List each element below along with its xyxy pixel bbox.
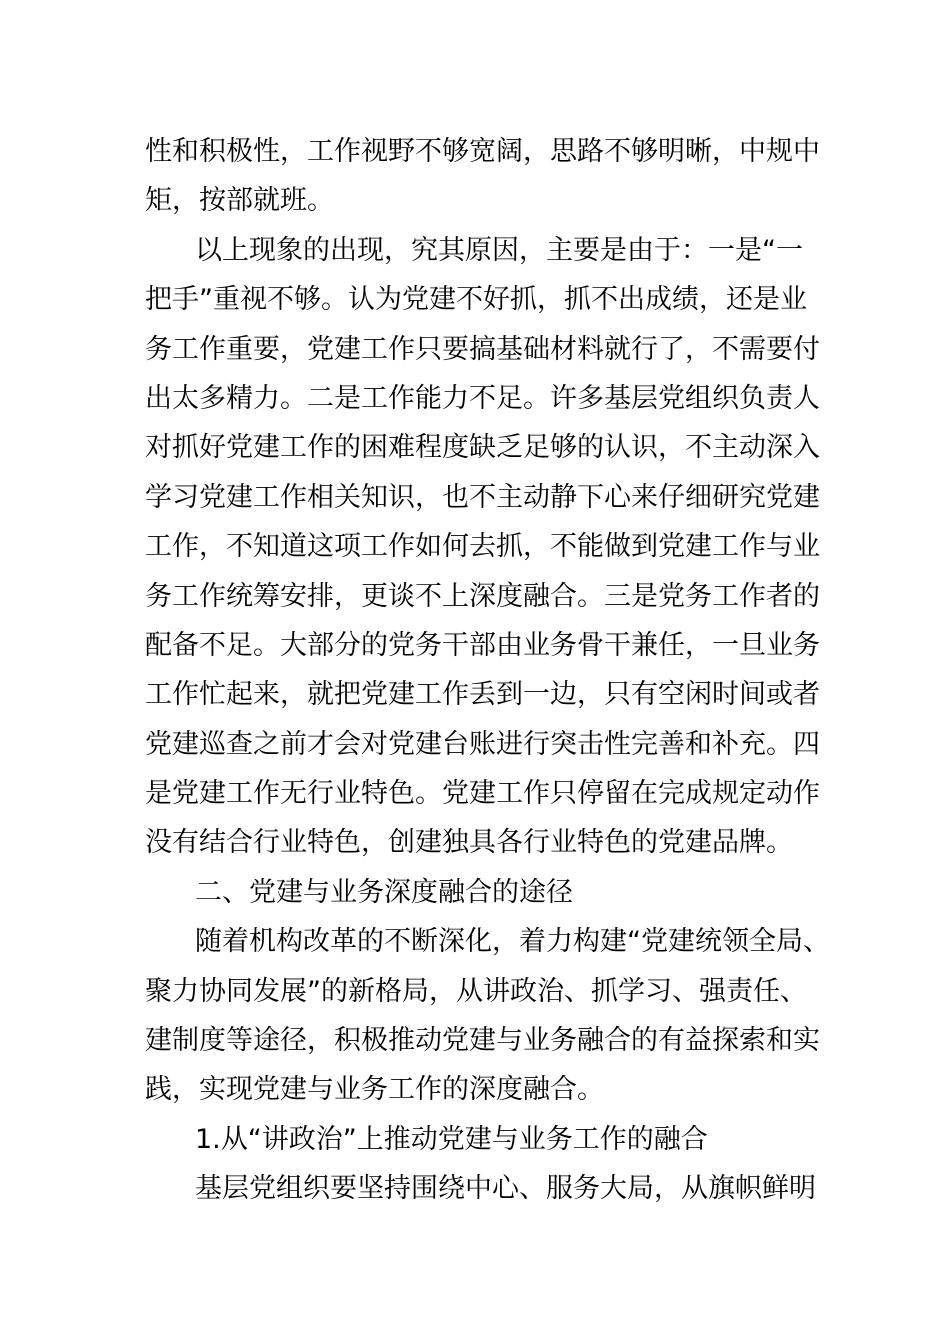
text-line: 工作，不知道这项工作如何去抓，不能做到党建工作与业 <box>145 531 820 563</box>
text-line: 对抓好党建工作的困难程度缺乏足够的认识，不主动深入 <box>145 432 820 464</box>
text-line: 务工作重要，党建工作只要搞基础材料就行了，不需要付 <box>145 333 820 365</box>
text-line: 出太多精力。二是工作能力不足。许多基层党组织负责人 <box>145 382 820 414</box>
body-text <box>145 127 830 1214</box>
text-line: 没有结合行业特色，创建独具各行业特色的党建品牌。 <box>145 827 793 859</box>
text-line: 配备不足。大部分的党务干部由业务骨干兼任，一旦业务 <box>145 629 820 661</box>
paragraph-start-line: 基层党组织要坚持围绕中心、服务大局，从旗帜鲜明 <box>195 1173 816 1205</box>
subsection-heading: 1.从“讲政治”上推动党建与业务工作的融合 <box>195 1123 708 1155</box>
text-line: 工作忙起来，就把党建工作丢到一边，只有空闲时间或者 <box>145 679 820 711</box>
text-line: 建制度等途径，积极推动党建与业务融合的有益探索和实 <box>145 1025 820 1057</box>
text-line: 聚力协同发展”的新格局，从讲政治、抓学习、强责任、 <box>145 975 807 1007</box>
text-line: 矩，按部就班。 <box>145 185 334 217</box>
section-heading: 二、党建与业务深度融合的途径 <box>195 876 573 908</box>
text-line: 务工作统筹安排，更谈不上深度融合。三是党务工作者的 <box>145 580 820 612</box>
text-line: 党建巡查之前才会对党建台账进行突击性完善和补充。四 <box>145 728 820 760</box>
text-line: 是党建工作无行业特色。党建工作只停留在完成规定动作 <box>145 778 820 810</box>
paragraph-start-line: 以上现象的出现，究其原因，主要是由于：一是“一 <box>195 234 803 266</box>
text-line: 性和积极性，工作视野不够宽阔，思路不够明晰，中规中 <box>145 136 820 167</box>
text-line: 学习党建工作相关知识，也不主动静下心来仔细研究党建 <box>145 481 820 513</box>
text-line: 把手”重视不够。认为党建不好抓，抓不出成绩，还是业 <box>145 284 807 316</box>
paragraph-start-line: 随着机构改革的不断深化，着力构建“党建统领全局、 <box>195 926 830 958</box>
text-line: 践，实现党建与业务工作的深度融合。 <box>145 1074 604 1106</box>
